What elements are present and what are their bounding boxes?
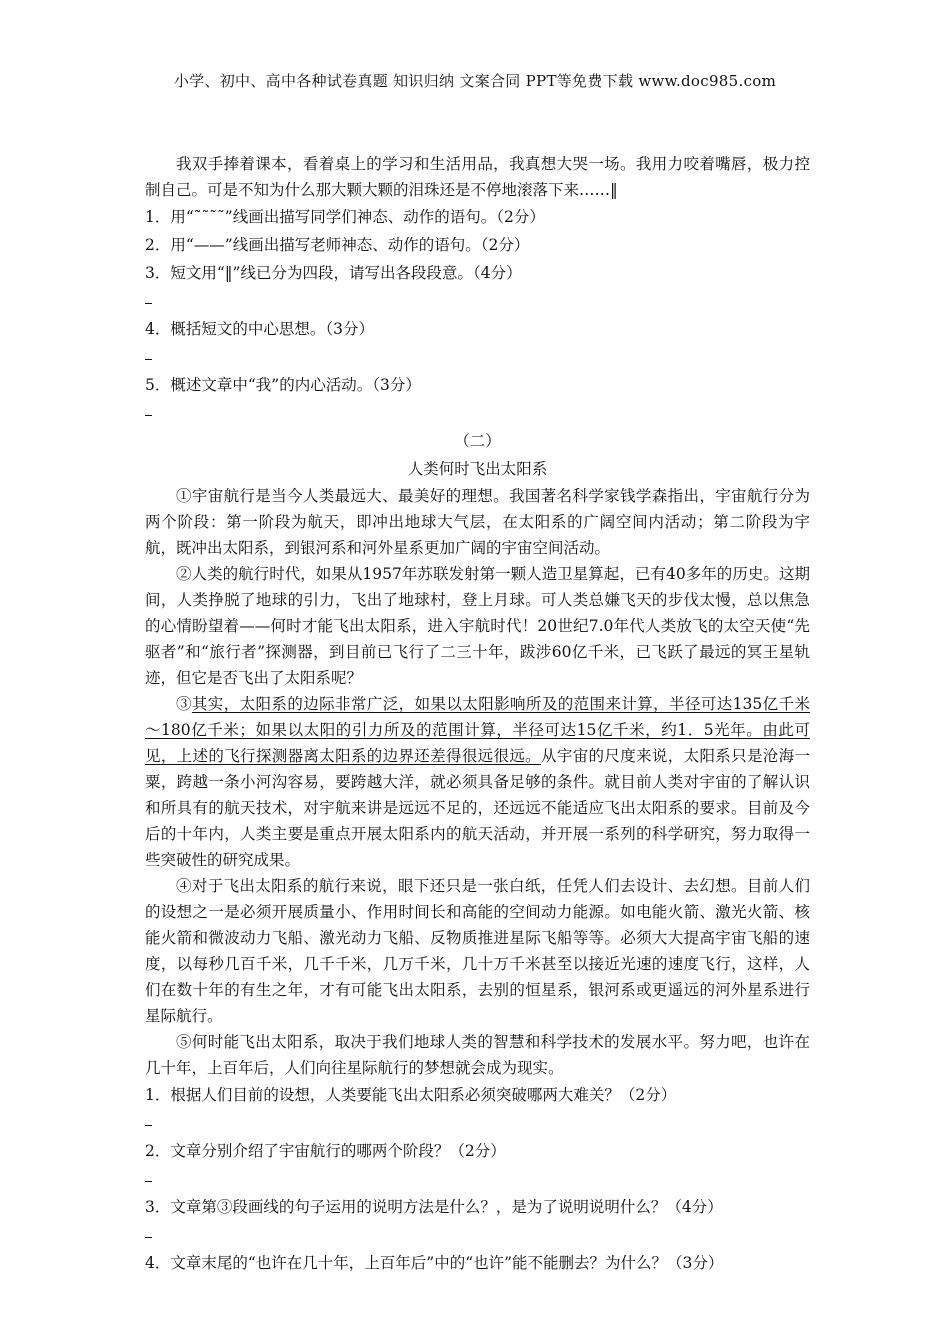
question-1-1: 1．用“˜˜˜˜”线画出描写同学们神态、动作的语句。（2分）	[145, 208, 545, 226]
intro-paragraph: 我双手捧着课本，看着桌上的学习和生活用品，我真想大哭一场。我用力咬着嘴唇，极力控制自己。可是不知为什么那大颗大颗的泪珠还是不停地滚落下来……‖	[145, 155, 810, 199]
question-1-2: 2．用“——”线画出描写老师神态、动作的语句。（2分）	[145, 236, 530, 254]
document-body	[145, 151, 810, 1277]
article-title: 人类何时飞出太阳系	[407, 460, 548, 478]
answer-blank	[145, 287, 810, 315]
answer-blank	[145, 1165, 810, 1193]
underlined-sentence: 其实，太阳系的边际非常广泛，如果以太阳影响所及的范围来计算，半径可达135亿千米～180亿千米；如果以太阳的引力所及的范围计算，半径可达15亿千米，约1．5光年。由此可见，上述的飞行探测器离太阳系的边界还差得很远很远。	[145, 695, 810, 765]
paragraph-number: ③	[176, 695, 192, 713]
question-2-1: 1．根据人们目前的设想，人类要能飞出太阳系必须突破哪两大难关？（2分）	[145, 1086, 677, 1104]
answer-blank	[145, 399, 810, 427]
question-1-5: 5．概述文章中“我”的内心活动。（3分）	[145, 376, 421, 394]
question-2-2: 2．文章分别介绍了宇宙航行的哪两个阶段？（2分）	[145, 1142, 506, 1160]
question-1-4: 4．概括短文的中心思想。（3分）	[145, 320, 374, 338]
article-paragraph-4: ④对于飞出太阳系的航行来说，眼下还只是一张白纸，任凭人们去设计、去幻想。目前人们的设想之一是必须开展质量小、作用时间长和高能的空间动力能源。如电能火箭、激光火箭、核能火箭和微波动力飞船、激光动力飞船、反物质推进星际飞船等等。必须大大提高宇宙飞船的速度，以每秒几百千米，几千千米，几万千米，几十万千米甚至以接近光速的速度飞行，这样，人们在数十年的有生之年，才有可能飞出太阳系，去别的恒星系，银河系或更遥远的河外星系进行星际航行。	[145, 877, 810, 1025]
paragraph-text: 从宇宙的尺度来说，太阳系只是沧海一粟，跨越一条小河沟容易，要跨越大洋，就必须具备足够的条件。就目前人类对宇宙的了解认识和所具有的航天技术，对宇航来讲是远远不足的，还远远不能适应飞出太阳系的要求。目前及今后的十年内，人类主要是重点开展太阳系内的航天活动，并开展一系列的科学研究，努力取得一些突破性的研究成果。	[145, 747, 810, 869]
article-paragraph-5: ⑤何时能飞出太阳系，取决于我们地球人类的智慧和科学技术的发展水平。努力吧，也许在几十年，上百年后，人们向往星际航行的梦想就会成为现实。	[145, 1033, 810, 1077]
page-header: 小学、初中、高中各种试卷真题 知识归纳 文案合同 PPT等免费下载 www.doc985.com	[173, 72, 777, 90]
article-paragraph-1: ①宇宙航行是当今人类最远大、最美好的理想。我国著名科学家钱学森指出，宇宙航行分为两个阶段：第一阶段为航天，即冲出地球大气层，在太阳系的广阔空间内活动；第二阶段为宇航，既冲出太阳系，到银河系和河外星系更加广阔的宇宙空间活动。	[145, 487, 810, 557]
article-paragraph-3	[145, 691, 810, 873]
article-paragraph-2: ②人类的航行时代，如果从1957年苏联发射第一颗人造卫星算起，已有40多年的历史。这期间，人类挣脱了地球的引力，飞出了地球村，登上月球。可人类总嫌飞天的步伐太慢，总以焦急的心情盼望着——何时才能飞出太阳系，进入宇航时代！20世纪7.0年代人类放飞的太空天使“先驱者”和“旅行者”探测器，到目前已飞行了二三十年，跋涉60亿千米，已飞跃了最远的冥王星轨迹，但它是否飞出了太阳系呢？	[145, 565, 810, 687]
answer-blank	[145, 1109, 810, 1137]
section-label: （二）	[454, 432, 501, 450]
question-2-3: 3．文章第③段画线的句子运用的说明方法是什么？，是为了说明说明什么？（4分）	[145, 1198, 723, 1216]
answer-blank	[145, 1221, 810, 1249]
answer-blank	[145, 343, 810, 371]
question-1-3: 3．短文用“‖”线已分为四段，请写出各段段意。（4分）	[145, 264, 522, 282]
question-2-4: 4．文章末尾的“也许在几十年，上百年后”中的“也许”能不能删去？为什么？（3分）	[145, 1254, 724, 1272]
